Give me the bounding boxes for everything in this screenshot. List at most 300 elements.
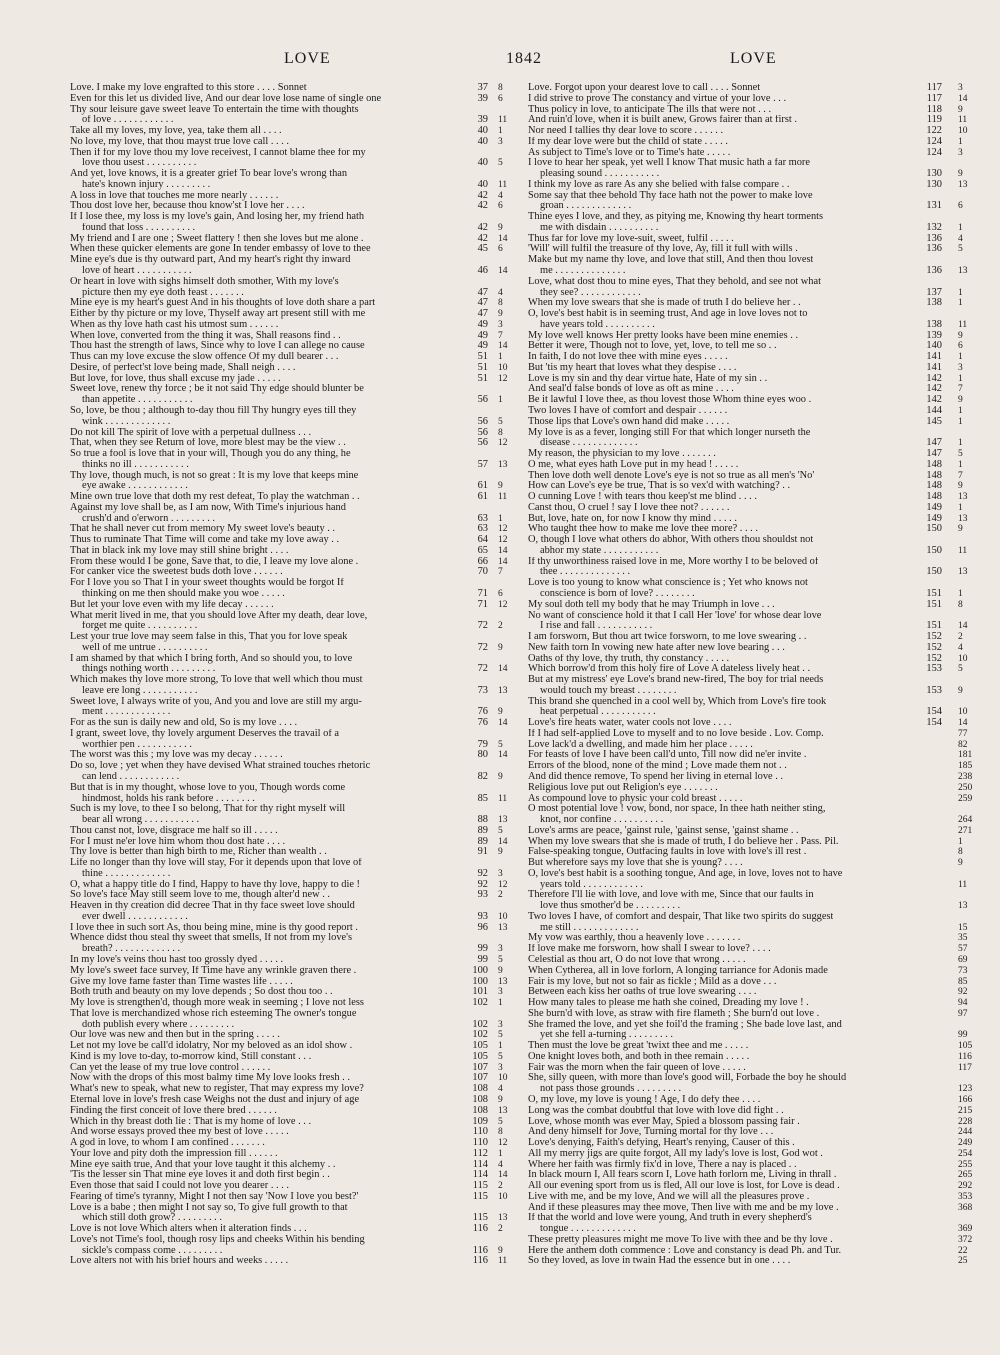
quotation-text: My love well knows Her pretty looks have been mine enemies . . <box>528 330 799 341</box>
concordance-line <box>70 341 518 352</box>
quotation-text: Love's denying, Faith's defying, Heart's renying, Causer of this . <box>528 1138 795 1149</box>
concordance-line <box>70 514 518 525</box>
quotation-text: I am forsworn, But thou art twice forsworn, to me love swearing . . <box>528 632 807 643</box>
concordance-line <box>528 492 968 503</box>
concordance-line <box>528 750 973 761</box>
sonnet-number: 149 <box>926 501 942 513</box>
sonnet-number: 142 <box>926 383 942 395</box>
quotation-text: yet she fell a-turning . . . . . . . . . <box>540 1030 674 1041</box>
sonnet-number: 65 <box>477 544 488 556</box>
quotation-text: Therefore I'll lie with love, and love with me, Since that our faults in <box>528 890 814 901</box>
concordance-line <box>528 1159 973 1171</box>
sonnet-number: 118 <box>926 103 942 115</box>
concordance-line <box>70 1063 518 1074</box>
line-number: 5 <box>958 449 963 460</box>
quotation-text: For canker vice the sweetest buds doth love . . . . . . <box>70 567 283 578</box>
quotation-text: heat perpetual . . . . . . . . . . . <box>540 707 656 718</box>
concordance-line <box>528 1256 968 1267</box>
line-number: 9 <box>958 169 963 180</box>
concordance-line <box>70 126 518 137</box>
sonnet-number: 80 <box>477 749 488 761</box>
concordance-line <box>70 1224 518 1235</box>
line-number: 10 <box>498 1073 508 1084</box>
concordance-line <box>528 352 968 363</box>
sonnet-number: 56 <box>477 394 488 406</box>
quotation-text: I love thee in such sort As, thou being mine, mine is thy good report . <box>70 922 359 933</box>
sonnet-number: 79 <box>477 738 488 750</box>
quotation-text: have years told . . . . . . . . . . <box>540 319 655 330</box>
line-number: 1 <box>498 513 503 524</box>
quotation-text: As subject to Time's love or to Time's hate . . . . . <box>528 147 731 158</box>
quotation-text: Then love doth well denote Love's eye is not so true as all men's 'No' <box>528 470 815 481</box>
quotation-text: My love is strengthen'd, though more weak in seeming ; I love not less <box>70 998 364 1009</box>
quotation-text: thee . . . . . . . . . . . . . . <box>540 567 631 578</box>
concordance-line <box>528 998 968 1009</box>
quotation-text: pleasing sound . . . . . . . . . . . <box>540 169 660 180</box>
quotation-text: A loss in love that touches me more nearly . . . . . . <box>70 190 279 201</box>
sonnet-number: 105 <box>472 1040 488 1052</box>
quotation-text: crush'd and o'erworn . . . . . . . . . <box>82 513 216 524</box>
line-number: 13 <box>498 976 508 987</box>
concordance-line <box>70 654 518 665</box>
sonnet-number: 150 <box>926 566 942 578</box>
line-number: 13 <box>958 567 968 578</box>
quotation-text: thinking on me then should make you woe . . . . . <box>82 588 285 599</box>
concordance-line <box>528 137 968 148</box>
quotation-text: Love is too young to know what conscience is ; Yet who knows not <box>528 578 808 589</box>
line-number: 6 <box>498 201 503 212</box>
quotation-text: What's new to speak, what new to register, That may express my love? <box>70 1084 364 1095</box>
concordance-line <box>70 1041 518 1052</box>
concordance-line <box>70 137 518 148</box>
quotation-text: breath? . . . . . . . . . . . . . <box>82 944 181 955</box>
quotation-text: And deny himself for Jove, Turning mortal for thy love . . . <box>528 1127 774 1138</box>
quotation-text: False-speaking tongue, Outfacing faults in love with love's ill rest . <box>528 847 807 858</box>
line-number: 264 <box>958 815 973 826</box>
sonnet-number: 137 <box>926 286 942 298</box>
concordance-line <box>528 600 968 611</box>
concordance-line <box>70 847 518 858</box>
line-number: 9 <box>498 222 503 233</box>
concordance-line <box>528 825 973 837</box>
sonnet-number: 49 <box>477 329 488 341</box>
quotation-text: Love, what dost thou to mine eyes, That they behold, and see not what <box>528 276 821 287</box>
quotation-text: me still . . . . . . . . . . . . . <box>540 922 639 933</box>
quotation-text: hindmost, holds his rank before . . . . . . . . <box>82 793 255 804</box>
line-number: 9 <box>498 309 503 320</box>
concordance-line <box>528 815 973 826</box>
concordance-line <box>70 1127 518 1138</box>
page-number: 1842 <box>506 50 542 67</box>
line-number: 13 <box>958 513 968 524</box>
concordance-line <box>70 503 518 514</box>
sonnet-number: 107 <box>472 1072 488 1084</box>
quotation-text: Both truth and beauty on my love depends ; So dost thou too . . <box>70 987 333 998</box>
sonnet-number: 148 <box>926 480 942 492</box>
quotation-text: forget me quite . . . . . . . . . . <box>82 621 198 632</box>
sonnet-number: 85 <box>477 792 488 804</box>
line-number: 9 <box>498 965 503 976</box>
concordance-line <box>528 126 968 137</box>
quotation-text: Thy sour leisure gave sweet leave To entertain the time with thoughts <box>70 104 359 115</box>
sonnet-number: 124 <box>926 146 942 158</box>
line-number: 9 <box>958 685 963 696</box>
concordance-line <box>528 1105 973 1117</box>
quotation-text: She framed the love, and yet she foil'd the framing ; She bade love last, and <box>528 1019 842 1030</box>
concordance-line <box>528 255 968 266</box>
concordance-line <box>528 191 968 202</box>
quotation-text: Love. I make my love engrafted to this store . . . . Sonnet <box>70 83 307 93</box>
sonnet-number: 42 <box>477 221 488 233</box>
sonnet-number: 117 <box>926 92 942 104</box>
concordance-line <box>70 223 518 234</box>
quotation-text: How many tales to please me hath she coined, Dreading my love ! . <box>528 998 809 1009</box>
concordance-line <box>528 686 968 697</box>
quotation-text: O, love's best habit is a soothing tongue, And age, in love, loves not to have <box>528 868 843 879</box>
concordance-line <box>528 395 968 406</box>
line-number: 10 <box>498 911 508 922</box>
quotation-text: thine . . . . . . . . . . . . . <box>82 868 171 879</box>
concordance-line <box>70 1160 518 1171</box>
quotation-text: And if these pleasures may thee move, Then live with me and be my love . <box>528 1202 839 1213</box>
quotation-text: Thy love is better than high birth to me, Richer than wealth . . <box>70 847 327 858</box>
quotation-text: Two loves I have, of comfort and despair, That like two spirits do suggest <box>528 911 834 922</box>
sonnet-number: 93 <box>477 910 488 922</box>
concordance-line <box>528 793 973 805</box>
concordance-line <box>70 632 518 643</box>
sonnet-number: 153 <box>926 684 942 696</box>
quotation-text: O, though I love what others do abhor, With others thou shouldst not <box>528 535 814 546</box>
left-column <box>70 83 518 1267</box>
concordance-line <box>528 675 968 686</box>
quotation-text: found that loss . . . . . . . . . . <box>82 222 196 233</box>
sonnet-number: 76 <box>477 706 488 718</box>
line-number: 3 <box>498 868 503 879</box>
quotation-text: abhor my state . . . . . . . . . . . <box>540 545 659 556</box>
quotation-text: Do not kill The spirit of love with a perpetual dullness . . . <box>70 427 312 438</box>
line-number: 13 <box>498 1213 508 1224</box>
concordance-line <box>528 234 968 245</box>
sonnet-number: 148 <box>926 469 942 481</box>
line-number: 12 <box>498 879 508 890</box>
sonnet-number: 138 <box>926 297 942 309</box>
sonnet-number: 71 <box>477 598 488 610</box>
sonnet-number: 141 <box>926 351 942 363</box>
concordance-line <box>528 869 968 880</box>
concordance-line <box>70 611 518 622</box>
quotation-text: But love, for love, thus shall excuse my jade . . . . . <box>70 373 281 384</box>
concordance-line <box>528 471 968 482</box>
concordance-line <box>528 1020 968 1031</box>
line-number: 13 <box>498 1105 508 1116</box>
quotation-text: Oaths of thy love, thy truth, thy constancy . . . . . <box>528 653 730 664</box>
concordance-line <box>70 955 518 966</box>
quotation-text: Which borrow'd from this holy fire of Love A dateless lively heat . . <box>528 664 811 675</box>
sonnet-number: 42 <box>477 189 488 201</box>
sonnet-number: 124 <box>926 135 942 147</box>
sonnet-number: 37 <box>477 82 488 93</box>
quotation-text: not pass those grounds . . . . . . . . . <box>540 1084 682 1095</box>
line-number: 372 <box>958 1234 973 1245</box>
line-number: 185 <box>958 761 973 772</box>
line-number: 292 <box>958 1181 973 1192</box>
quotation-text: No love, my love, that thou mayst true love call . . . . <box>70 136 290 147</box>
quotation-text: Love is a babe ; then might I not say so, To give full growth to that <box>70 1202 348 1213</box>
sonnet-number: 47 <box>477 308 488 320</box>
quotation-text: In my love's veins thou hast too grossly dyed . . . . . <box>70 955 284 966</box>
quotation-text: Love's arms are peace, 'gainst rule, 'gainst sense, 'gainst shame . . <box>528 825 799 836</box>
sonnet-number: 99 <box>477 943 488 955</box>
concordance-line <box>70 395 518 406</box>
concordance-line <box>70 524 518 535</box>
quotation-text: Love. Forgot upon your dearest love to call . . . . Sonnet <box>528 83 761 93</box>
quotation-text: For I must ne'er love him whom thou dost hate . . . . <box>70 836 286 847</box>
line-number: 5 <box>498 416 503 427</box>
sonnet-number: 139 <box>926 329 942 341</box>
quotation-text: Against my love shall be, as I am now, With Time's injurious hand <box>70 502 346 513</box>
line-number: 250 <box>958 782 973 793</box>
sonnet-number: 51 <box>477 361 488 373</box>
line-number: 255 <box>958 1159 973 1170</box>
quotation-text: Fair is my love, but not so fair as fickle ; Mild as a dove . . . <box>528 976 777 987</box>
sonnet-number: 39 <box>477 92 488 104</box>
concordance-line <box>70 880 518 891</box>
quotation-text: I think my love as rare As any she belied with false compare . . <box>528 179 790 190</box>
concordance-line <box>70 804 518 815</box>
concordance-line <box>70 471 518 482</box>
concordance-line <box>528 503 968 514</box>
concordance-line <box>70 578 518 589</box>
concordance-line <box>528 632 968 643</box>
sonnet-number: 56 <box>477 426 488 438</box>
quotation-text: love thus smother'd be . . . . . . . . . <box>540 901 681 912</box>
concordance-line <box>528 890 968 901</box>
concordance-line <box>528 406 968 417</box>
concordance-line <box>528 158 968 169</box>
quotation-text: Then if for my love thou my love receivest, I cannot blame thee for my <box>70 147 366 158</box>
quotation-text: And worse essays proved thee my best of love . . . . . <box>70 1127 289 1138</box>
quotation-text: When as thy love hath cast his utmost sum . . . . . . <box>70 319 279 330</box>
sonnet-number: 39 <box>477 114 488 126</box>
line-number: 11 <box>958 545 968 556</box>
line-number: 166 <box>958 1094 973 1105</box>
quotation-text: Thus can my love excuse the slow offence Of my dull bearer . . . <box>70 352 339 363</box>
quotation-text: When love, converted from the thing it was, Shall reasons find . . <box>70 330 341 341</box>
concordance-line <box>528 169 968 180</box>
quotation-text: Even for this let us divided live, And our dear love lose name of single one <box>70 93 382 104</box>
quotation-text: me with disdain . . . . . . . . . . <box>540 222 659 233</box>
quotation-text: they see? . . . . . . . . . . . . <box>540 287 641 298</box>
line-number: 1 <box>498 126 503 137</box>
line-number: 6 <box>498 588 503 599</box>
quotation-text: Two loves I have of comfort and despair . . . . . . <box>528 405 728 416</box>
concordance-line <box>528 428 968 439</box>
concordance-line <box>528 417 968 428</box>
quotation-text: Mine eye is my heart's guest And in his thoughts of love doth share a part <box>70 298 376 309</box>
line-number: 13 <box>498 815 508 826</box>
quotation-text: Such is my love, to thee I so belong, That for thy right myself will <box>70 804 346 815</box>
concordance-line <box>70 890 518 901</box>
line-number: 271 <box>958 825 973 836</box>
quotation-text: tongue . . . . . . . . . . . . . <box>540 1224 636 1235</box>
concordance-line <box>528 546 968 557</box>
line-number: 10 <box>958 653 968 664</box>
concordance-line <box>70 686 518 697</box>
quotation-text: This brand she quenched in a cool well by, Which from Love's fire took <box>528 696 827 707</box>
line-number: 14 <box>498 1170 508 1181</box>
line-number: 117 <box>958 1062 972 1073</box>
concordance-line <box>528 578 968 589</box>
quotation-text: can lend . . . . . . . . . . . . <box>82 772 180 782</box>
line-number: 97 <box>958 1008 968 1019</box>
concordance-line <box>528 524 968 535</box>
quotation-text: In faith, I do not love thee with mine eyes . . . . . <box>528 352 728 363</box>
quotation-text: me . . . . . . . . . . . . . . <box>540 266 626 277</box>
sonnet-number: 61 <box>477 491 488 503</box>
quotation-text: Fair was the morn when the fair queen of love . . . . . <box>528 1062 746 1073</box>
quotation-text: But at my mistress' eye Love's brand new-fired, The boy for trial needs <box>528 675 824 686</box>
quotation-text: Live with me, and be my love, And we will all the pleasures prove . <box>528 1191 810 1202</box>
concordance-line <box>70 1084 518 1095</box>
line-number: 9 <box>498 772 503 782</box>
sonnet-number: 70 <box>477 566 488 578</box>
sonnet-number: 131 <box>926 200 942 212</box>
quotation-text: For I love you so That I in your sweet thoughts would be forgot If <box>70 578 344 589</box>
concordance-line <box>70 1009 518 1020</box>
line-number: 4 <box>498 1084 503 1095</box>
quotation-text: Thus policy in love, to anticipate The ills that were not . . . <box>528 104 772 115</box>
concordance-line <box>70 449 518 460</box>
line-number: 3 <box>498 987 503 998</box>
concordance-line <box>70 180 518 191</box>
concordance-line <box>528 341 968 352</box>
sonnet-number: 40 <box>477 157 488 169</box>
concordance-line <box>70 406 518 417</box>
sonnet-number: 147 <box>926 448 942 460</box>
quotation-text: Whence didst thou steal thy sweet that smells, If not from my love's <box>70 933 353 944</box>
sonnet-number: 51 <box>477 351 488 363</box>
header-right-word: LOVE <box>730 50 777 67</box>
concordance-line <box>70 966 518 977</box>
concordance-line <box>70 718 518 729</box>
quotation-text: Lest your true love may seem false in this, That you for love speak <box>70 632 348 643</box>
concordance-line <box>70 288 518 299</box>
quotation-text: If love make me forsworn, how shall I swear to love? . . . . <box>528 944 771 955</box>
quotation-text: And yet, love knows, it is a greater grief To bear love's wrong than <box>70 169 348 180</box>
line-number: 12 <box>498 524 508 535</box>
concordance-line <box>70 557 518 568</box>
concordance-line <box>70 707 518 718</box>
quotation-text: If my dear love were but the child of state . . . . . <box>528 136 728 147</box>
quotation-text: Thine eyes I love, and they, as pitying me, Knowing thy heart torments <box>528 212 824 223</box>
quotation-text: But wherefore says my love that she is young? . . . . <box>528 858 743 869</box>
line-number: 1 <box>958 352 963 363</box>
quotation-text: A god in love, to whom I am confined . . . . . . . <box>70 1138 265 1149</box>
quotation-text: So love's face May still seem love to me, though alter'd new . . <box>70 890 330 901</box>
concordance-line <box>528 1202 973 1214</box>
line-number: 6 <box>958 201 963 212</box>
sonnet-number: 102 <box>472 1018 488 1030</box>
concordance-line <box>70 837 518 848</box>
line-number: 8 <box>498 298 503 309</box>
quotation-text: Those lips that Love's own hand did make . . . . . <box>528 416 730 427</box>
line-number: 92 <box>958 987 968 998</box>
concordance-line <box>70 255 518 266</box>
line-number: 12 <box>498 1138 508 1149</box>
line-number: 7 <box>498 567 503 578</box>
concordance-line <box>528 987 968 998</box>
line-number: 13 <box>498 459 508 470</box>
line-number: 3 <box>958 362 963 373</box>
line-number: 1 <box>498 998 503 1009</box>
line-number: 99 <box>958 1030 968 1041</box>
concordance-line <box>528 1094 973 1106</box>
concordance-line <box>528 1073 968 1084</box>
concordance-line <box>70 1020 518 1031</box>
quotation-text: O cunning Love ! with tears thou keep'st me blind . . . . <box>528 492 757 503</box>
sonnet-number: 40 <box>477 135 488 147</box>
concordance-line <box>70 1052 518 1063</box>
concordance-line <box>70 944 518 955</box>
concordance-line <box>70 384 518 395</box>
quotation-text: In black mourn I, All fears scorn I, Love hath forlorn me, Living in thrall . <box>528 1170 837 1181</box>
concordance-line <box>70 1106 518 1117</box>
sonnet-number: 88 <box>477 814 488 826</box>
concordance-line <box>528 1181 973 1192</box>
line-number: 5 <box>498 1030 503 1041</box>
quotation-text: But 'tis my heart that loves what they despise . . . . <box>528 362 737 373</box>
quotation-text: Love, whose month was ever May, Spied a blossom passing fair . <box>528 1116 800 1127</box>
line-number: 14 <box>498 341 508 352</box>
quotation-text: Finding the first conceit of love there bred . . . . . . <box>70 1105 277 1116</box>
line-number: 3 <box>498 319 503 330</box>
sonnet-number: 110 <box>472 1126 488 1138</box>
concordance-line <box>528 105 968 116</box>
sonnet-number: 140 <box>926 340 942 352</box>
concordance-line <box>70 320 518 331</box>
quotation-text: Let not my love be call'd idolatry, Nor my beloved as an idol show . <box>70 1041 353 1052</box>
concordance-line <box>70 1073 518 1084</box>
sonnet-number: 66 <box>477 555 488 567</box>
line-number: 4 <box>958 642 963 653</box>
line-number: 13 <box>498 922 508 933</box>
quotation-text: From these would I be gone, Save that, to die, I leave my love alone . <box>70 556 359 567</box>
line-number: 9 <box>498 847 503 858</box>
quotation-text: My love's sweet face survey, If Time have any wrinkle graven there . <box>70 965 357 976</box>
sonnet-number: 148 <box>926 458 942 470</box>
sonnet-number: 150 <box>926 523 942 535</box>
sonnet-number: 108 <box>472 1104 488 1116</box>
line-number: 1 <box>958 405 963 416</box>
quotation-text: Even those that said I could not love you dearer . . . . <box>70 1181 290 1192</box>
line-number: 5 <box>498 1116 503 1127</box>
concordance-line <box>528 1127 973 1138</box>
line-number: 5 <box>498 158 503 169</box>
line-number: 3 <box>498 136 503 147</box>
quotation-text: Thy love, though much, is not so great : It is my love that keeps mine <box>70 470 359 481</box>
sonnet-number: 40 <box>477 178 488 190</box>
sonnet-number: 72 <box>477 620 488 632</box>
line-number: 2 <box>498 890 503 901</box>
concordance-line <box>528 1191 973 1203</box>
line-number: 14 <box>498 664 508 675</box>
line-number: 9 <box>958 858 963 869</box>
concordance-line <box>528 201 968 212</box>
sonnet-number: 149 <box>926 512 942 524</box>
quotation-text: Take all my loves, my love, yea, take them all . . . . <box>70 126 282 137</box>
quotation-text: worthier pen . . . . . . . . . . . <box>82 739 192 750</box>
concordance-line <box>70 697 518 708</box>
